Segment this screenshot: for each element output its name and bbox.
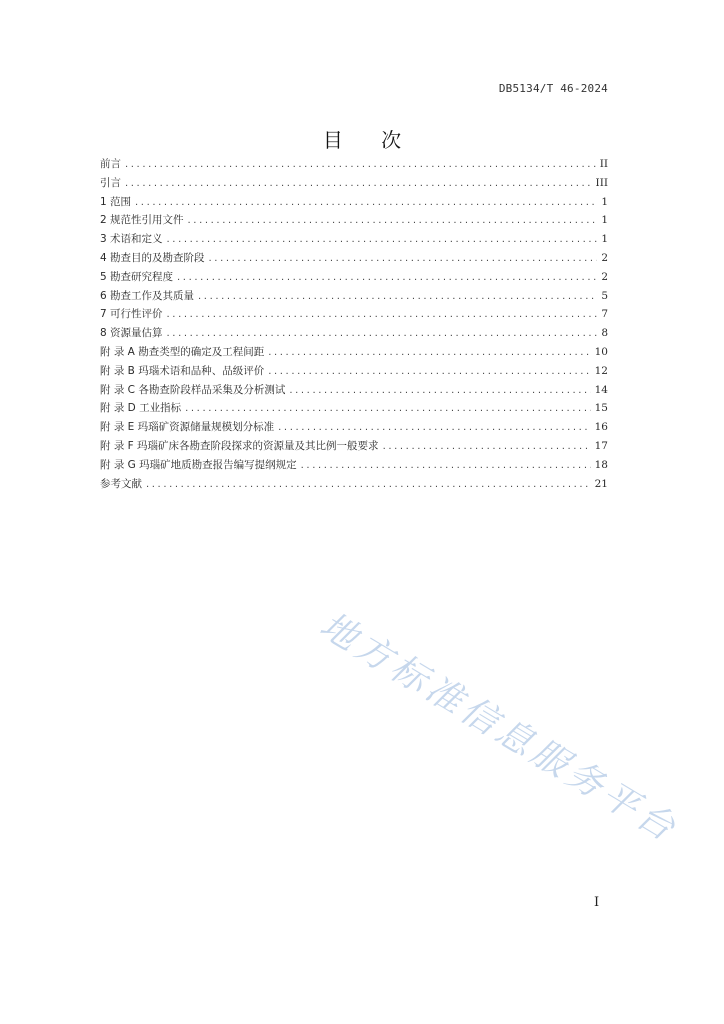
toc-entry-research-degree[interactable] bbox=[100, 268, 608, 287]
toc-entry-appendix-f[interactable] bbox=[100, 437, 608, 456]
toc-leader-dots bbox=[301, 457, 591, 476]
toc-leader-dots bbox=[167, 325, 598, 344]
toc-entry-label: 附 录 B 玛瑙术语和品种、品级评价 bbox=[100, 364, 265, 377]
toc-entry-label: 5 勘查研究程度 bbox=[100, 270, 174, 283]
watermark-text: 地方标准信息服务平台 bbox=[312, 604, 686, 852]
toc-entry-label: 1 范围 bbox=[100, 195, 132, 208]
toc-entry-label: 引言 bbox=[100, 176, 121, 189]
toc-entry-appendix-b[interactable] bbox=[100, 362, 608, 381]
toc-entry-scope[interactable] bbox=[100, 193, 608, 212]
toc-entry-appendix-g[interactable] bbox=[100, 456, 608, 475]
toc-leader-dots bbox=[125, 175, 592, 194]
table-of-contents bbox=[100, 155, 608, 493]
toc-entry-label: 附 录 F 玛瑙矿床各勘查阶段探求的资源量及其比例一般要求 bbox=[100, 439, 379, 452]
toc-entry-label: 附 录 D 工业指标 bbox=[100, 402, 182, 415]
toc-entry-feasibility[interactable] bbox=[100, 305, 608, 324]
toc-entry-page: 2 bbox=[601, 270, 608, 283]
toc-leader-dots bbox=[198, 288, 597, 307]
toc-entry-page: 12 bbox=[594, 364, 608, 377]
toc-entry-label: 前言 bbox=[100, 158, 121, 170]
toc-entry-page: 1 bbox=[601, 214, 608, 227]
toc-leader-dots bbox=[268, 363, 590, 382]
toc-entry-page: 7 bbox=[601, 308, 608, 321]
toc-leader-dots bbox=[289, 382, 590, 401]
toc-leader-dots bbox=[135, 194, 597, 213]
toc-entry-page: 14 bbox=[594, 383, 608, 396]
toc-entry-label: 附 录 A 勘查类型的确定及工程间距 bbox=[100, 345, 265, 358]
toc-entry-label: 附 录 G 玛瑙矿地质勘查报告编写提纲规定 bbox=[100, 458, 297, 471]
toc-entry-label: 8 资源量估算 bbox=[100, 327, 163, 340]
toc-entry-terms-definitions[interactable] bbox=[100, 230, 608, 249]
toc-entry-page: 16 bbox=[594, 421, 608, 434]
toc-entry-page: 1 bbox=[601, 195, 608, 208]
toc-leader-dots bbox=[177, 269, 597, 288]
toc-entry-resource-estimation[interactable] bbox=[100, 324, 608, 343]
toc-entry-introduction[interactable] bbox=[100, 174, 608, 193]
toc-leader-dots bbox=[167, 306, 598, 325]
toc-leader-dots bbox=[185, 400, 591, 419]
toc-entry-label: 附 录 C 各勘查阶段样品采集及分析测试 bbox=[100, 383, 286, 396]
toc-entry-page: 2 bbox=[601, 251, 608, 264]
toc-entry-normative-references[interactable] bbox=[100, 211, 608, 230]
toc-entry-page: II bbox=[599, 158, 608, 170]
document-code: DB5134/T 46-2024 bbox=[498, 82, 608, 95]
page-number: I bbox=[594, 895, 600, 910]
toc-entry-appendix-a[interactable] bbox=[100, 343, 608, 362]
toc-entry-appendix-d[interactable] bbox=[100, 399, 608, 418]
toc-entry-appendix-e[interactable] bbox=[100, 418, 608, 437]
toc-leader-dots bbox=[125, 156, 596, 175]
toc-entry-label: 6 勘查工作及其质量 bbox=[100, 289, 195, 302]
toc-leader-dots bbox=[146, 476, 591, 495]
toc-entry-page: 10 bbox=[594, 345, 608, 358]
toc-leader-dots bbox=[167, 231, 598, 250]
toc-entry-label: 附 录 E 玛瑙矿资源储量规模划分标准 bbox=[100, 421, 275, 434]
toc-leader-dots bbox=[268, 344, 590, 363]
toc-leader-dots bbox=[209, 250, 598, 269]
toc-entry-page: 17 bbox=[594, 439, 608, 452]
toc-entry-page: III bbox=[595, 176, 608, 189]
toc-entry-exploration-purpose[interactable] bbox=[100, 249, 608, 268]
toc-entry-page: 5 bbox=[601, 289, 608, 302]
toc-entry-label: 7 可行性评价 bbox=[100, 308, 163, 321]
toc-leader-dots bbox=[188, 212, 598, 231]
toc-entry-page: 21 bbox=[594, 477, 608, 490]
toc-entry-page: 18 bbox=[594, 458, 608, 471]
toc-leader-dots bbox=[383, 438, 591, 457]
toc-entry-work-quality[interactable] bbox=[100, 287, 608, 306]
toc-entry-appendix-c[interactable] bbox=[100, 381, 608, 400]
toc-entry-page: 8 bbox=[601, 327, 608, 340]
toc-entry-page: 15 bbox=[594, 402, 608, 415]
toc-entry-label: 2 规范性引用文件 bbox=[100, 214, 184, 227]
toc-entry-label: 3 术语和定义 bbox=[100, 233, 163, 246]
toc-entry-bibliography[interactable] bbox=[100, 475, 608, 494]
toc-entry-label: 4 勘查目的及勘查阶段 bbox=[100, 251, 205, 264]
toc-title: 目 次 bbox=[322, 128, 418, 152]
toc-entry-page: 1 bbox=[601, 233, 608, 246]
toc-leader-dots bbox=[278, 419, 590, 438]
toc-entry-foreword[interactable] bbox=[100, 155, 608, 174]
toc-entry-label: 参考文献 bbox=[100, 477, 142, 490]
